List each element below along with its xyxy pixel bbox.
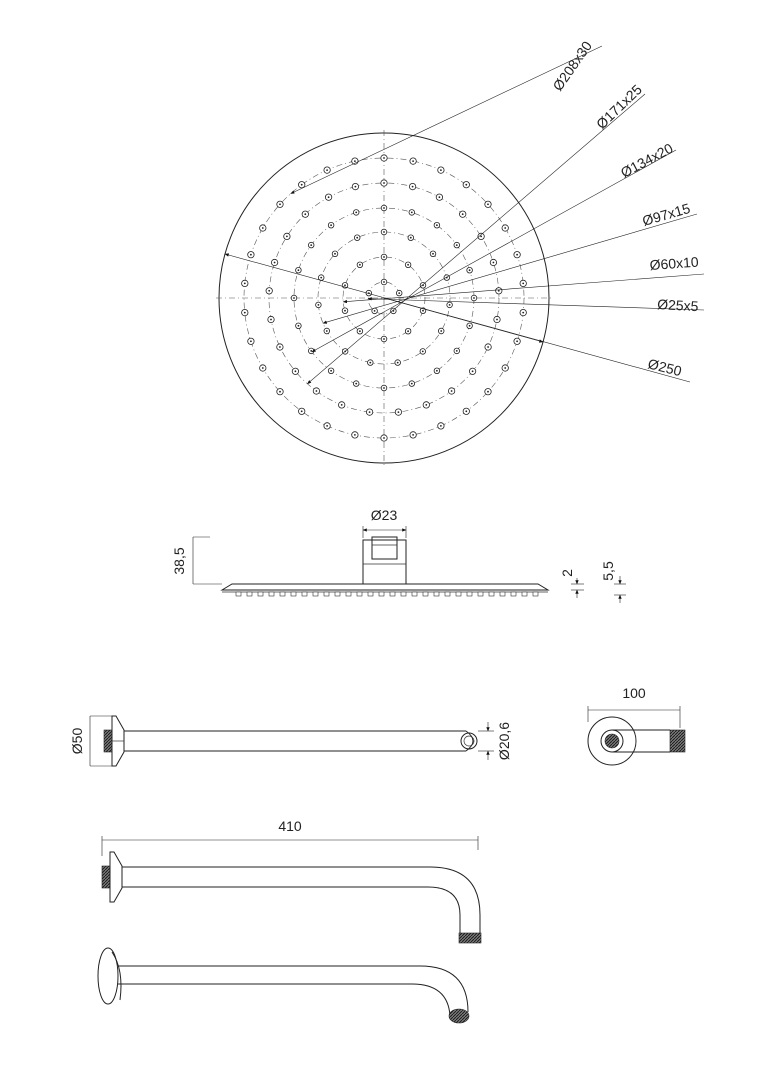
side-nozzle	[324, 592, 329, 596]
nozzle-hole-center	[522, 283, 524, 285]
side-nozzle	[412, 592, 417, 596]
nozzle-hole-center	[330, 370, 332, 372]
nozzle-hole-center	[487, 203, 489, 205]
dim-tube-diameter: Ø20,6	[496, 721, 512, 761]
nozzle-hole-center	[270, 319, 272, 321]
dim-arm-length: 410	[278, 818, 302, 834]
nozzle-hole-center	[298, 269, 300, 271]
end-tube	[612, 730, 670, 752]
dim-nozzle-height: 5,5	[600, 561, 616, 581]
callout-d208: Ø208x30	[549, 37, 596, 94]
nozzle-hole-center	[465, 184, 467, 186]
side-nozzle	[522, 592, 527, 596]
callout-d60: Ø60x10	[649, 253, 700, 273]
nozzle-hole-center	[383, 182, 385, 184]
nozzle-hole-center	[330, 224, 332, 226]
nozzle-hole-center	[354, 160, 356, 162]
nozzle-hole-center	[369, 411, 371, 413]
nozzle-hole-center	[473, 297, 475, 299]
nozzle-hole-center	[425, 404, 427, 406]
side-nozzle	[236, 592, 241, 596]
nozzle-hole-center	[383, 387, 385, 389]
nozzle-hole-center	[383, 338, 385, 340]
nozzle-hole-center	[422, 351, 424, 353]
nozzle-hole-center	[383, 207, 385, 209]
top-arm-thread	[102, 866, 110, 888]
top-arm-tube	[122, 867, 480, 933]
side-nozzle	[456, 592, 461, 596]
callout-d171: Ø171x25	[592, 81, 645, 133]
side-nozzle	[434, 592, 439, 596]
side-nozzle	[533, 592, 538, 596]
nozzle-hole-center	[279, 391, 281, 393]
side-nozzle	[247, 592, 252, 596]
callout-leader-1	[291, 46, 602, 194]
nozzle-hole-center	[334, 253, 336, 255]
nozzle-hole-center	[398, 292, 400, 294]
persp-outlet-thread	[449, 1009, 469, 1023]
side-nozzle	[478, 592, 483, 596]
nozzle-hole-center	[355, 383, 357, 385]
nozzle-hole-center	[344, 310, 346, 312]
nozzle-hole-center	[374, 310, 376, 312]
nozzle-hole-center	[355, 212, 357, 214]
nozzle-hole-center	[355, 186, 357, 188]
nozzle-hole-center	[318, 304, 320, 306]
side-nozzle	[280, 592, 285, 596]
top-arm-flange	[110, 852, 122, 902]
arm-thread	[104, 730, 112, 752]
nozzle-hole-center	[516, 340, 518, 342]
nozzle-hole-center	[522, 312, 524, 314]
side-nozzle	[258, 592, 263, 596]
nozzle-hole-center	[298, 325, 300, 327]
arm-tube	[124, 731, 466, 751]
nozzle-hole-center	[469, 269, 471, 271]
nozzle-hole-center	[487, 391, 489, 393]
side-nozzle	[401, 592, 406, 596]
side-nozzle	[269, 592, 274, 596]
nozzle-hole-center	[359, 264, 361, 266]
nozzle-hole-center	[326, 425, 328, 427]
nozzle-hole-center	[354, 434, 356, 436]
nozzle-hole-center	[344, 284, 346, 286]
side-nozzle	[313, 592, 318, 596]
side-nozzle	[291, 592, 296, 596]
arm-outlet	[461, 733, 477, 749]
nozzle-hole-center	[412, 434, 414, 436]
callout-d134: Ø134x20	[617, 139, 676, 181]
arm-front-view	[69, 716, 512, 766]
side-nozzle	[467, 592, 472, 596]
nozzle-hole-center	[250, 340, 252, 342]
nozzle-hole-center	[407, 264, 409, 266]
nozzle-hole-center	[320, 277, 322, 279]
nozzle-hole-center	[293, 297, 295, 299]
nozzle-hole-center	[439, 196, 441, 198]
callout-d250: Ø250	[646, 355, 684, 380]
nozzle-hole-center	[244, 312, 246, 314]
side-nozzle	[368, 592, 373, 596]
nozzle-hole-center	[496, 319, 498, 321]
nozzle-hole-center	[504, 367, 506, 369]
side-nozzle	[390, 592, 395, 596]
nozzle-hole-center	[310, 350, 312, 352]
dim-neck-diameter: Ø23	[370, 507, 398, 523]
nozzle-hole-center	[407, 330, 409, 332]
nozzle-hole-center	[310, 244, 312, 246]
nozzle-hole-center	[411, 212, 413, 214]
nozzle-hole-center	[493, 262, 495, 264]
side-nozzle	[511, 592, 516, 596]
callout-d97: Ø97x15	[640, 199, 692, 229]
side-nozzle	[357, 592, 362, 596]
callout-leader-6	[368, 299, 704, 310]
nozzle-hole-center	[244, 283, 246, 285]
nozzle-hole-center	[398, 411, 400, 413]
nozzle-hole-center	[504, 227, 506, 229]
nozzle-hole-center	[487, 346, 489, 348]
nozzle-hole-center	[250, 254, 252, 256]
dim-flange-diameter: Ø50	[69, 727, 85, 755]
nozzle-hole-center	[301, 184, 303, 186]
nozzle-hole-center	[397, 362, 399, 364]
nozzle-hole-center	[262, 367, 264, 369]
callout-leader-7	[225, 254, 690, 382]
nozzle-hole-center	[279, 203, 281, 205]
nozzle-hole-center	[326, 330, 328, 332]
nozzle-hole-center	[359, 330, 361, 332]
nozzle-hole-center	[436, 224, 438, 226]
nozzle-hole-center	[356, 237, 358, 239]
nozzle-hole-center	[383, 437, 385, 439]
top-arm-outlet-thread	[459, 933, 481, 943]
nozzle-hole-center	[383, 231, 385, 233]
nozzle-hole-center	[456, 350, 458, 352]
nozzle-hole-center	[286, 236, 288, 238]
neck	[363, 540, 406, 584]
nozzle-hole-center	[383, 256, 385, 258]
nozzle-hole-center	[262, 227, 264, 229]
callout-leader-4	[323, 214, 700, 323]
dim-end-length: 100	[622, 685, 646, 701]
nozzle-hole-center	[451, 390, 453, 392]
plate	[222, 584, 548, 590]
dim-height: 38,5	[171, 547, 187, 575]
nozzle-hole-center	[410, 237, 412, 239]
nozzle-hole-center	[304, 213, 306, 215]
nozzle-hole-center	[316, 390, 318, 392]
nozzle-hole-center	[274, 262, 276, 264]
callout-leader-outer	[384, 298, 543, 342]
dim-plate-thickness: 2	[559, 569, 575, 577]
nozzle-hole-center	[369, 362, 371, 364]
nozzle-hole-center	[295, 370, 297, 372]
side-nozzle	[500, 592, 505, 596]
nozzle-hole-center	[412, 186, 414, 188]
callout-d25: Ø25x5	[656, 296, 699, 315]
nozzle-hole-center	[462, 213, 464, 215]
callout-leader-3	[312, 150, 676, 352]
end-thread	[670, 730, 685, 752]
side-nozzle	[423, 592, 428, 596]
nozzle-hole-center	[440, 425, 442, 427]
nozzle-hole-center	[341, 404, 343, 406]
top-view	[216, 38, 704, 466]
side-nozzle	[379, 592, 384, 596]
nozzle-hole-center	[472, 370, 474, 372]
nozzle-hole-center	[465, 410, 467, 412]
nozzle-hole-center	[498, 290, 500, 292]
side-view	[171, 507, 626, 603]
side-nozzle	[346, 592, 351, 596]
nozzle-hole-center	[279, 346, 281, 348]
nozzle-hole-center	[456, 244, 458, 246]
nozzle-hole-center	[436, 370, 438, 372]
nozzle-hole-center	[440, 330, 442, 332]
nozzle-hole-center	[412, 160, 414, 162]
nozzle-hole-center	[383, 281, 385, 283]
nozzle-hole-center	[411, 383, 413, 385]
nozzle-hole-center	[480, 236, 482, 238]
nozzle-hole-center	[469, 325, 471, 327]
nozzle-hole-center	[301, 410, 303, 412]
nozzle-hole-center	[432, 253, 434, 255]
nozzle-hole-center	[383, 157, 385, 159]
nozzle-hole-center	[326, 169, 328, 171]
arm-end-view	[588, 685, 685, 765]
side-nozzle	[302, 592, 307, 596]
nozzle-hole-center	[516, 254, 518, 256]
side-nozzle	[489, 592, 494, 596]
side-nozzle	[445, 592, 450, 596]
nozzle-hole-center	[440, 169, 442, 171]
persp-tube	[118, 966, 468, 1016]
nozzle-hole-center	[268, 290, 270, 292]
arm-top-view	[98, 818, 481, 1023]
nozzle-hole-center	[449, 304, 451, 306]
side-nozzles	[236, 592, 538, 596]
side-nozzle	[335, 592, 340, 596]
nozzle-hole-center	[422, 310, 424, 312]
callout-leader-5	[343, 274, 704, 302]
nozzle-hole-center	[328, 196, 330, 198]
